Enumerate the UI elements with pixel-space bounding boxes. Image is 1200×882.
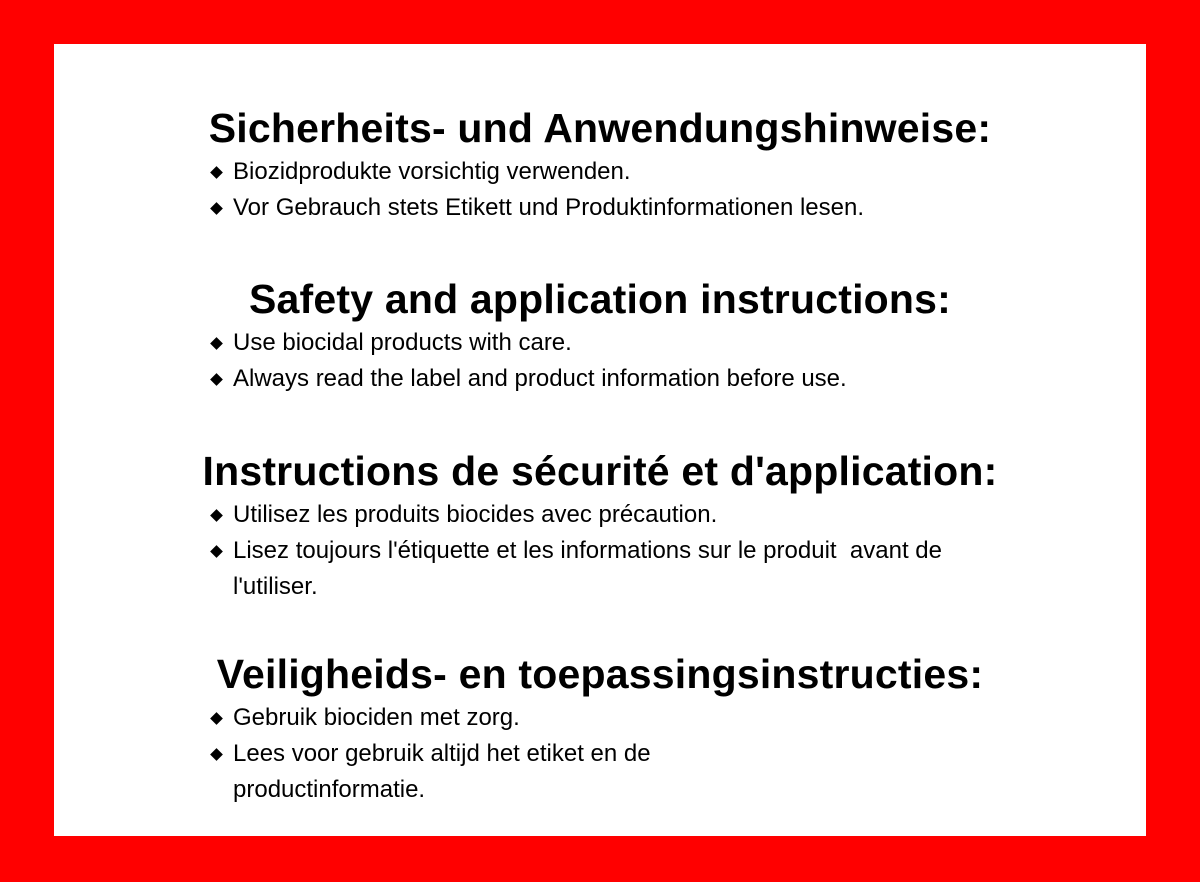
section-german: [54, 104, 1146, 221]
list-item: [206, 700, 846, 736]
section-french: [54, 447, 1146, 600]
section-heading: Sicherheits- und Anwendungshinweise:: [208, 105, 992, 151]
bullet-icon: [210, 337, 223, 350]
bullet-icon: [210, 712, 223, 725]
list-item-text: Lisez toujours l'étiquette et les informations sur le produit avant de l'utiliser.: [233, 537, 949, 600]
section-dutch: [54, 650, 1146, 803]
list-item-text: Use biocidal products with care.: [233, 329, 572, 356]
bullet-icon: [210, 509, 223, 522]
sign-panel: [54, 44, 1146, 836]
section-heading: Safety and application instructions:: [248, 276, 952, 322]
list-item: [206, 533, 966, 605]
section-heading: Instructions de sécurité et d'application:: [202, 448, 998, 494]
list-item: [206, 154, 864, 190]
bullet-icon: [210, 545, 223, 558]
list-item-text: Always read the label and product information before use.: [233, 365, 847, 392]
list-item-text: Lees voor gebruik altijd het etiket en de productinformatie.: [233, 740, 658, 803]
list-item: [206, 497, 966, 533]
list-item: [206, 361, 847, 397]
instruction-list: [206, 497, 966, 605]
section-heading: Veiligheids- en toepassingsinstructies:: [216, 651, 984, 697]
list-item: [206, 190, 864, 226]
instruction-list: [206, 154, 864, 226]
list-item-text: Vor Gebrauch stets Etikett und Produktinformationen lesen.: [233, 194, 865, 221]
instruction-list: [206, 325, 847, 397]
bullet-icon: [210, 373, 223, 386]
section-english: [54, 275, 1146, 392]
bullet-icon: [210, 748, 223, 761]
list-item-text: Biozidprodukte vorsichtig verwenden.: [233, 158, 631, 185]
instruction-list: [206, 700, 846, 808]
list-item: [206, 325, 847, 361]
list-item: [206, 736, 846, 808]
bullet-icon: [210, 202, 223, 215]
list-item-text: Gebruik biociden met zorg.: [233, 704, 520, 731]
list-item-text: Utilisez les produits biocides avec précaution.: [233, 501, 718, 528]
bullet-icon: [210, 166, 223, 179]
